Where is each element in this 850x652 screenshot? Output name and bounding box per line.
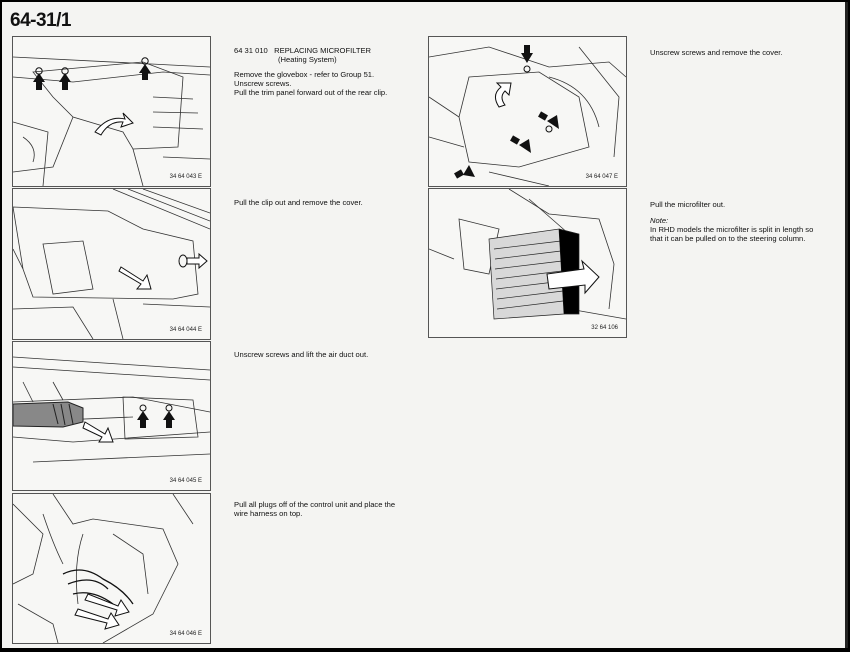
- procedure-code: 64 31 010: [234, 46, 268, 55]
- figure-5-illustration: [429, 37, 626, 186]
- figure-code: 34 64 045 E: [169, 478, 202, 484]
- note-text: In RHD models the microfilter is split in length so that it can be pulled on to the steering column.: [650, 225, 814, 243]
- figure-4-illustration: [13, 494, 210, 643]
- figure-3-illustration: [13, 342, 210, 490]
- procedure-heading: [234, 46, 409, 64]
- figure-code: 32 64 106: [591, 325, 618, 331]
- step-6-line-1: Pull the microfilter out.: [650, 200, 726, 209]
- step-1-line-3: Pull the trim panel forward out of the rear clip.: [234, 88, 388, 97]
- note-label: Note:: [650, 216, 669, 225]
- figure-code: 34 64 043 E: [169, 174, 202, 180]
- step-5-text: [650, 48, 830, 57]
- step-5-line-1: Unscrew screws and remove the cover.: [650, 48, 783, 57]
- figure-4: [12, 493, 211, 644]
- step-1-line-1: Remove the glovebox - refer to Group 51.: [234, 70, 375, 79]
- figure-2: [12, 188, 211, 340]
- figure-1-illustration: [13, 37, 210, 186]
- figure-code: 34 64 047 E: [585, 174, 618, 180]
- figure-code: 34 64 044 E: [169, 327, 202, 333]
- step-3-text: [234, 350, 414, 359]
- manual-page: [2, 2, 848, 648]
- figure-3: [12, 341, 211, 491]
- step-2-line-1: Pull the clip out and remove the cover.: [234, 198, 363, 207]
- step-6-text: [650, 200, 818, 243]
- step-3-line-1: Unscrew screws and lift the air duct out.: [234, 350, 369, 359]
- figure-6: [428, 188, 627, 338]
- step-1-text: [234, 46, 409, 97]
- step-4-line-1: Pull all plugs off of the control unit and place the wire harness on top.: [234, 500, 396, 518]
- step-1-line-2: Unscrew screws.: [234, 79, 292, 88]
- figure-code: 34 64 046 E: [169, 631, 202, 637]
- procedure-title: REPLACING MICROFILTER: [274, 46, 372, 55]
- page-number: 64-31/1: [10, 10, 71, 31]
- step-4-text: [234, 500, 404, 518]
- figure-6-illustration: [429, 189, 626, 337]
- step-2-text: [234, 198, 414, 207]
- procedure-subtitle: (Heating System): [278, 55, 337, 64]
- figure-2-illustration: [13, 189, 210, 339]
- figure-5: [428, 36, 627, 187]
- figure-1: [12, 36, 211, 187]
